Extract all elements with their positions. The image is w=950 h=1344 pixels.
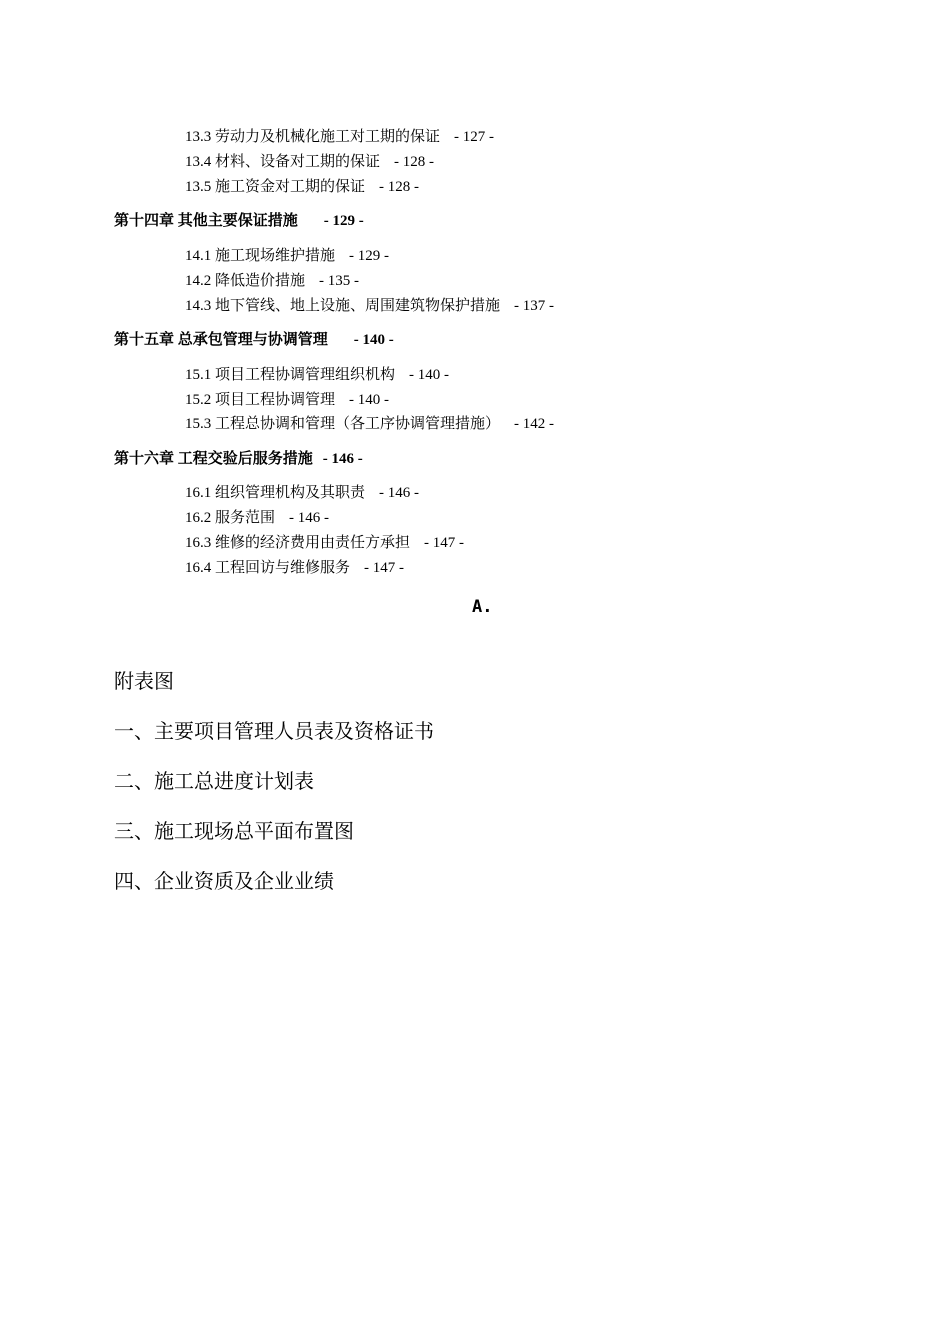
toc-entry-14-2[interactable]	[185, 271, 359, 291]
toc-chapter-14[interactable]	[114, 211, 364, 231]
toc-entry-title: 16.4 工程回访与维修服务	[185, 560, 351, 576]
toc-entry-page: - 146 -	[289, 510, 330, 526]
toc-entry-page: - 127 -	[454, 129, 495, 145]
appendix-item-site-plan: 三、施工现场总平面布置图	[114, 819, 354, 843]
toc-chapter-title: 第十四章 其他主要保证措施	[114, 213, 298, 229]
toc-entry-page: - 146 -	[379, 485, 420, 501]
toc-entry-title: 16.1 组织管理机构及其职责	[185, 485, 366, 501]
toc-entry-page: - 135 -	[319, 273, 360, 289]
toc-entry-page: - 129 -	[349, 248, 390, 264]
toc-entry-page: - 128 -	[394, 154, 435, 170]
toc-entry-13-4[interactable]	[185, 152, 434, 172]
toc-chapter-15[interactable]	[114, 330, 394, 350]
toc-chapter-page: - 140 -	[353, 332, 394, 348]
toc-entry-16-3[interactable]	[185, 533, 464, 553]
toc-entry-title: 14.2 降低造价措施	[185, 273, 306, 289]
toc-entry-16-4[interactable]	[185, 558, 404, 578]
toc-entry-page: - 147 -	[424, 535, 465, 551]
toc-entry-page: - 142 -	[514, 416, 555, 432]
toc-chapter-page: - 129 -	[323, 213, 364, 229]
toc-entry-15-2[interactable]	[185, 390, 389, 410]
toc-entry-page: - 140 -	[349, 392, 390, 408]
toc-entry-14-1[interactable]	[185, 246, 389, 266]
toc-entry-13-3[interactable]	[185, 127, 494, 147]
toc-chapter-page: - 146 -	[322, 451, 363, 467]
toc-entry-title: 15.3 工程总协调和管理（各工序协调管理措施）	[185, 416, 501, 432]
toc-entry-14-3[interactable]	[185, 296, 554, 316]
toc-entry-page: - 128 -	[379, 179, 420, 195]
toc-chapter-16[interactable]	[114, 449, 363, 469]
toc-entry-16-1[interactable]	[185, 483, 419, 503]
toc-entry-title: 15.1 项目工程协调管理组织机构	[185, 367, 396, 383]
appendix-item-qualifications: 四、企业资质及企业业绩	[114, 869, 334, 893]
toc-entry-16-2[interactable]	[185, 508, 329, 528]
toc-chapter-title: 第十五章 总承包管理与协调管理	[114, 332, 328, 348]
appendix-item-personnel: 一、主要项目管理人员表及资格证书	[114, 719, 434, 743]
toc-entry-page: - 140 -	[409, 367, 450, 383]
toc-entry-title: 15.2 项目工程协调管理	[185, 392, 336, 408]
appendix-heading: 附表图	[114, 669, 174, 693]
toc-entry-title: 13.4 材料、设备对工期的保证	[185, 154, 381, 170]
toc-entry-title: 16.3 维修的经济费用由责任方承担	[185, 535, 411, 551]
toc-chapter-title: 第十六章 工程交验后服务措施	[114, 451, 313, 467]
toc-entry-13-5[interactable]	[185, 177, 419, 197]
toc-entry-title: 14.3 地下管线、地上设施、周围建筑物保护措施	[185, 298, 501, 314]
section-marker: A.	[472, 597, 493, 617]
toc-entry-title: 14.1 施工现场维护措施	[185, 248, 336, 264]
toc-entry-title: 16.2 服务范围	[185, 510, 276, 526]
toc-entry-page: - 147 -	[364, 560, 405, 576]
appendix-item-schedule: 二、施工总进度计划表	[114, 769, 314, 793]
toc-entry-15-3[interactable]	[185, 414, 554, 434]
toc-entry-title: 13.5 施工资金对工期的保证	[185, 179, 366, 195]
toc-entry-15-1[interactable]	[185, 365, 449, 385]
toc-entry-page: - 137 -	[514, 298, 555, 314]
toc-entry-title: 13.3 劳动力及机械化施工对工期的保证	[185, 129, 441, 145]
